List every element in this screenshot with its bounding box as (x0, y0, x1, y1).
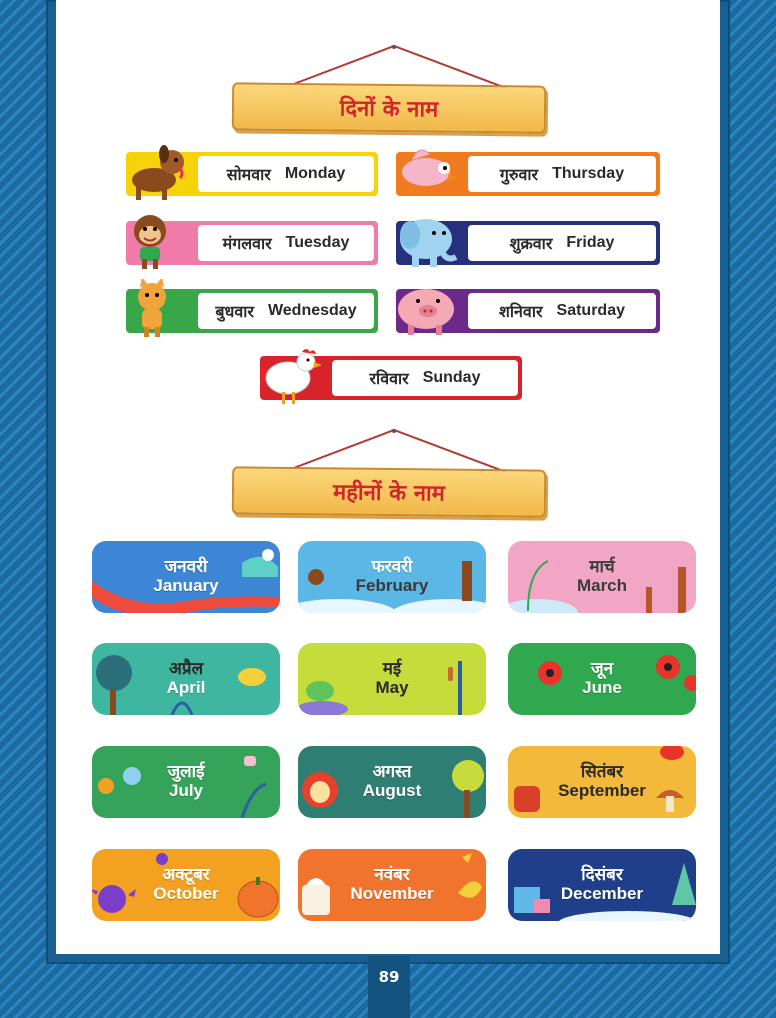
day-card-monday (126, 152, 378, 196)
day-english: Wednesday (267, 302, 357, 319)
day-hindi: सोमवार (226, 165, 271, 184)
day-card-friday (396, 221, 660, 265)
month-card-january (92, 541, 280, 613)
day-english: Saturday (556, 302, 625, 319)
day-card-saturday (396, 289, 660, 333)
bird-icon (390, 142, 462, 202)
day-card-tuesday (126, 221, 378, 265)
cat-icon (120, 279, 192, 339)
dog-icon (120, 142, 192, 202)
day-english: Tuesday (285, 234, 350, 251)
months-title: महीनों के नाम (332, 480, 445, 507)
month-english: June (582, 678, 622, 697)
month-card-september (508, 746, 696, 818)
month-english: August (362, 781, 422, 800)
month-english: April (166, 678, 206, 697)
month-hindi: मार्च (589, 557, 615, 578)
month-hindi: जुलाई (167, 762, 205, 783)
wooden-plank (232, 466, 546, 517)
day-card-wednesday (126, 289, 378, 333)
day-card-thursday (396, 152, 660, 196)
day-label (198, 293, 374, 329)
month-hindi: नवंबर (374, 865, 410, 886)
day-hindi: मंगलवार (222, 234, 272, 253)
month-card-july (92, 746, 280, 818)
elephant-icon (390, 211, 462, 271)
day-hindi: गुरुवार (499, 165, 539, 184)
month-card-may (298, 643, 486, 715)
day-card-sunday (260, 356, 522, 400)
month-card-august (298, 746, 486, 818)
day-hindi: शनिवार (499, 302, 543, 321)
day-label (198, 225, 374, 261)
month-english: March (576, 576, 628, 595)
day-english: Sunday (422, 369, 481, 386)
day-label (468, 225, 656, 261)
month-english: September (558, 781, 646, 800)
month-card-october (92, 849, 280, 921)
day-hindi: रविवार (369, 369, 409, 388)
monkey-icon (120, 211, 192, 271)
day-hindi: बुधवार (215, 302, 254, 321)
months-heading-sign (232, 428, 552, 528)
month-hindi: जून (590, 659, 614, 680)
month-card-december (508, 849, 696, 921)
day-label (468, 293, 656, 329)
month-hindi: दिसंबर (581, 865, 623, 886)
month-hindi: सितंबर (580, 762, 624, 783)
page-number: 89 (368, 956, 410, 1018)
day-english: Friday (566, 234, 615, 251)
day-english: Thursday (552, 165, 625, 182)
month-hindi: फरवरी (371, 557, 413, 578)
month-hindi: अक्टूबर (162, 865, 210, 886)
month-english: October (153, 884, 219, 903)
month-card-march (508, 541, 696, 613)
days-heading-sign (232, 44, 552, 144)
day-label (468, 156, 656, 192)
day-label (198, 156, 374, 192)
day-label (332, 360, 518, 396)
month-card-november (298, 849, 486, 921)
book-page (56, 0, 720, 954)
days-title: दिनों के नाम (339, 96, 439, 123)
month-card-april (92, 643, 280, 715)
month-hindi: मई (382, 659, 402, 680)
month-hindi: अगस्त (372, 762, 412, 783)
month-english: November (350, 884, 434, 903)
hen-icon (254, 346, 326, 406)
wooden-plank (232, 82, 546, 133)
month-english: July (168, 781, 204, 800)
month-english: May (375, 678, 409, 697)
month-hindi: अप्रैल (168, 659, 204, 680)
month-hindi: जनवरी (164, 557, 208, 578)
month-english: January (153, 576, 219, 595)
month-card-february (298, 541, 486, 613)
month-english: February (355, 576, 429, 595)
day-hindi: शुक्रवार (509, 234, 553, 253)
month-card-june (508, 643, 696, 715)
month-english: December (560, 884, 644, 903)
pig-icon (390, 279, 462, 339)
day-english: Monday (284, 165, 346, 182)
